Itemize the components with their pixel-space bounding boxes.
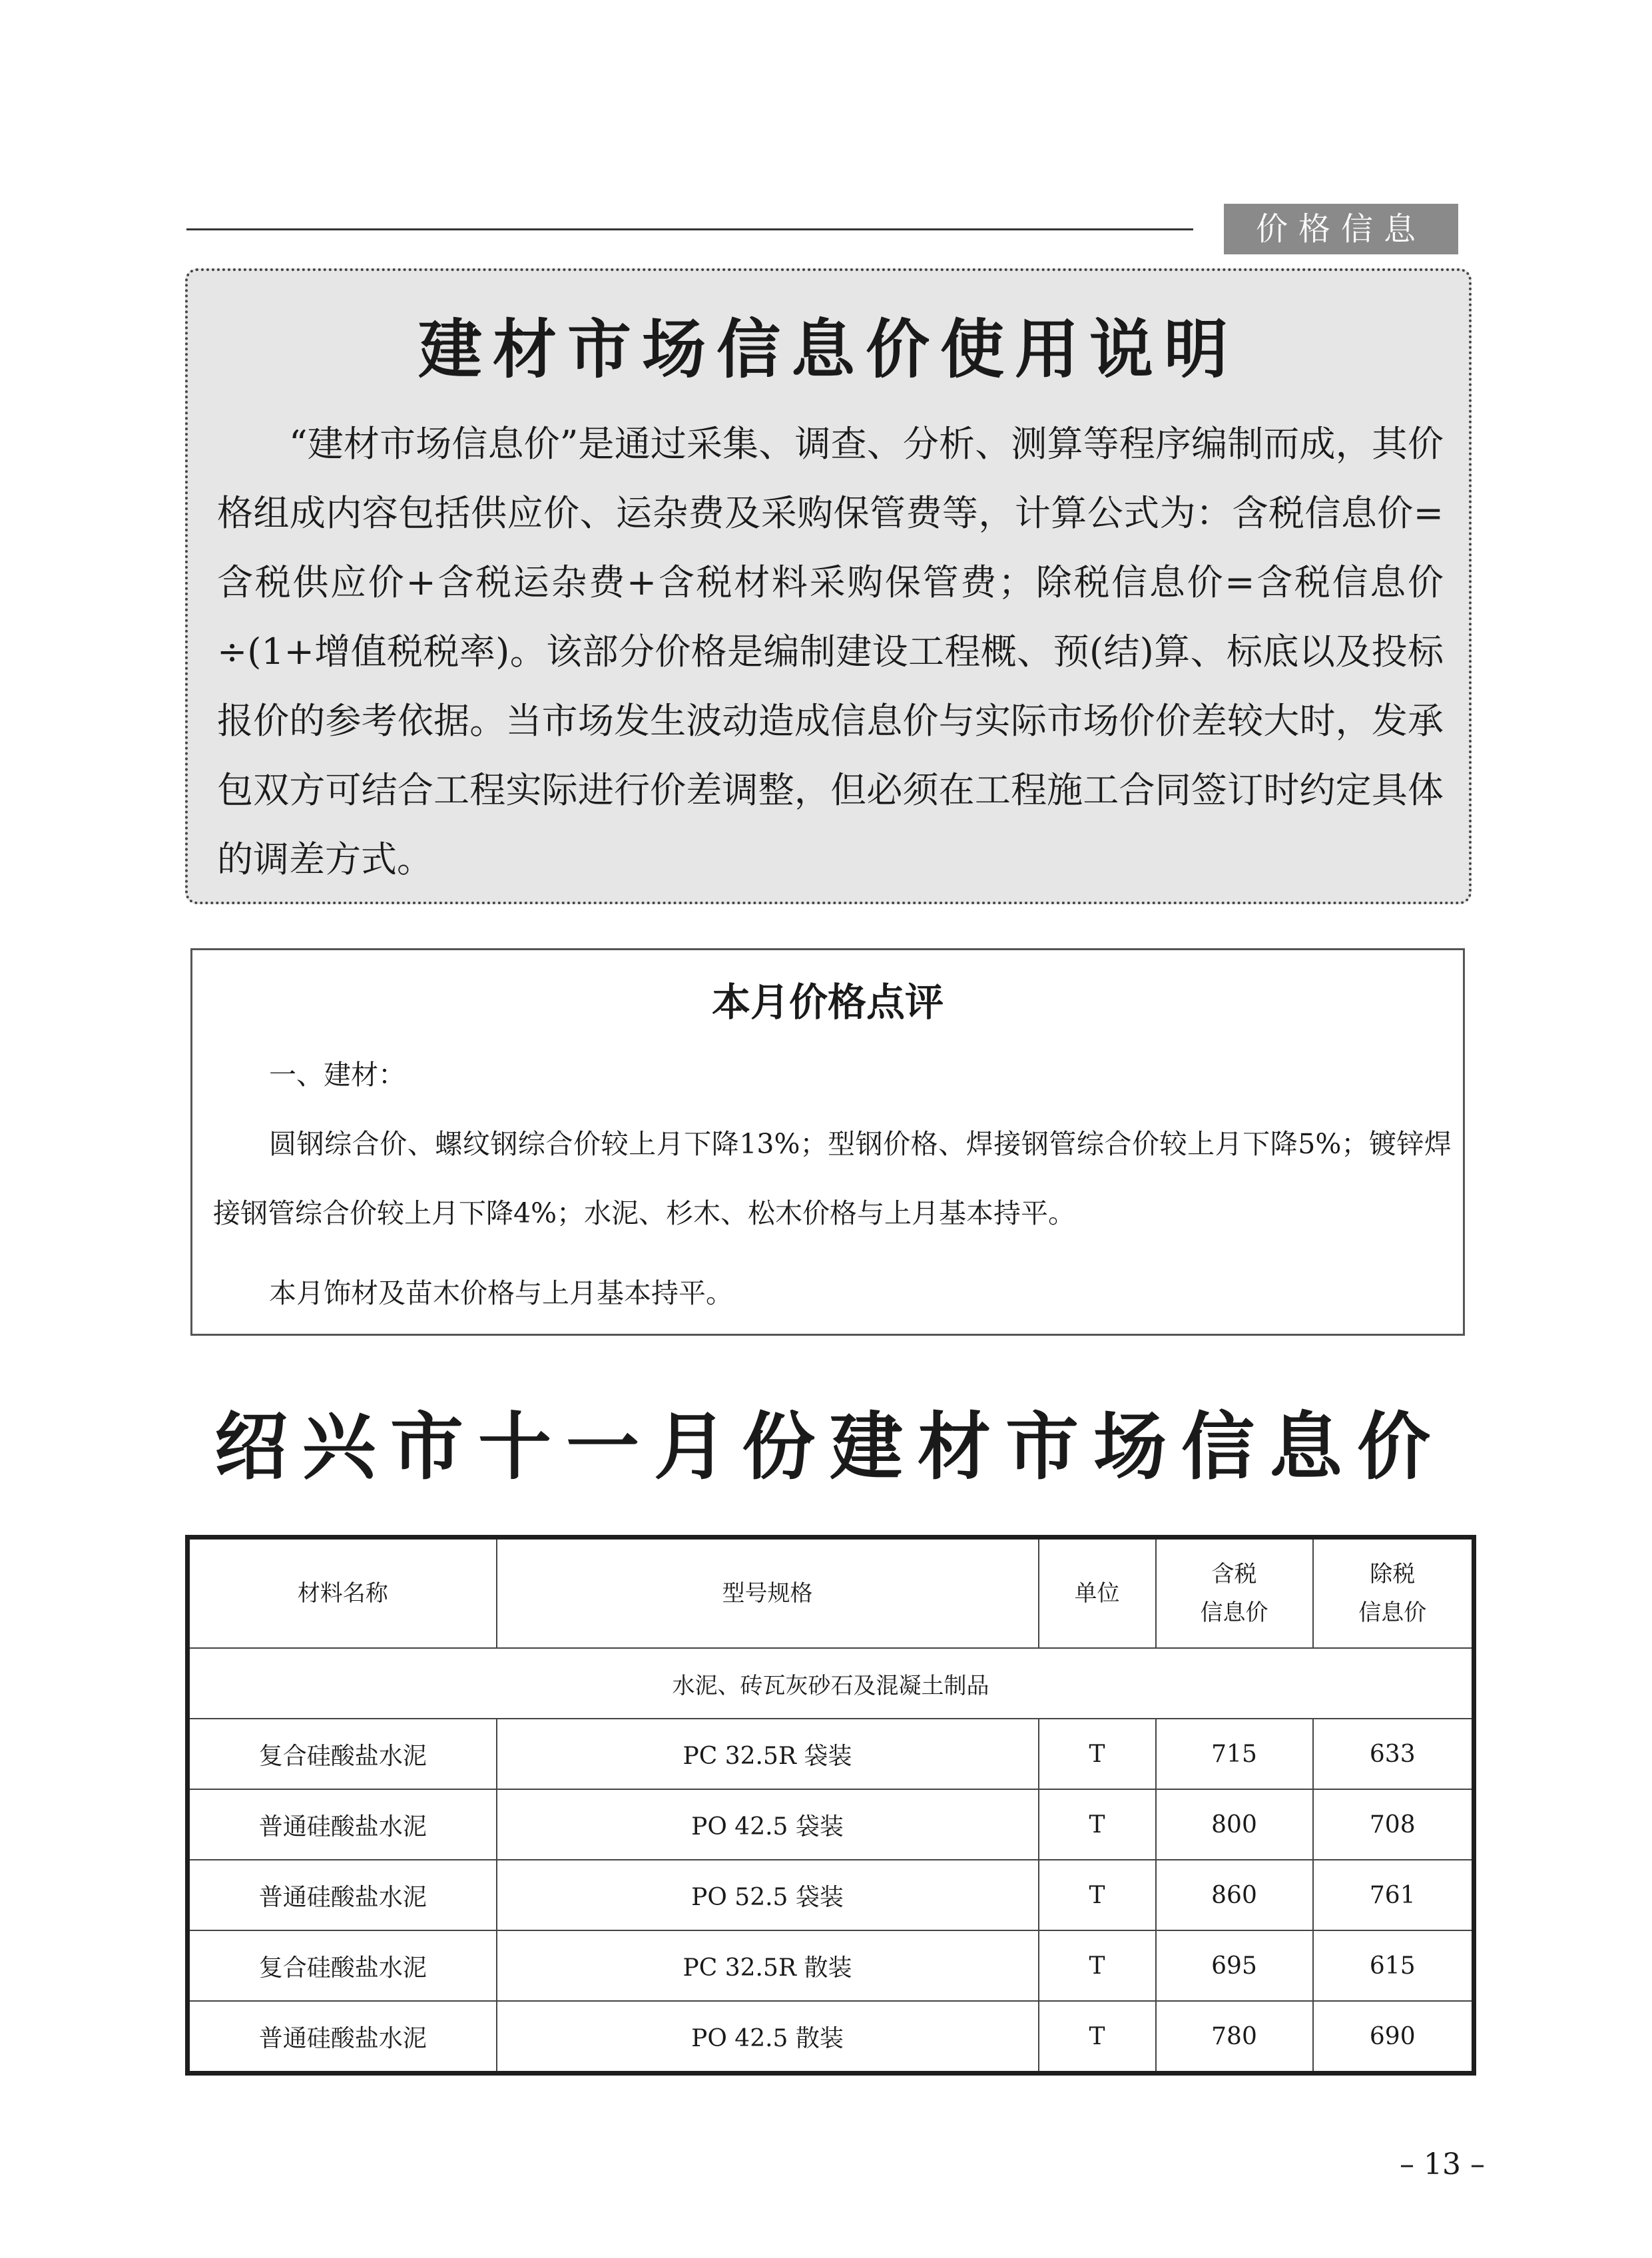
cell-spec: PO 42.5 散装 xyxy=(497,2001,1039,2074)
table-row xyxy=(188,1930,1474,2001)
cell-tax-exclusive: 761 xyxy=(1313,1860,1474,1930)
cell-spec: PC 32.5R 散装 xyxy=(497,1930,1039,2001)
header-rule xyxy=(186,228,1193,230)
cell-name: 普通硅酸盐水泥 xyxy=(188,1860,497,1930)
cell-unit: T xyxy=(1039,1930,1156,2001)
monthly-review-title: 本月价格点评 xyxy=(711,980,944,1025)
price-list-title: 绍兴市十一月份建材市场信息价 xyxy=(214,1404,1445,1490)
cell-spec: PO 42.5 袋装 xyxy=(497,1789,1039,1860)
cell-name: 普通硅酸盐水泥 xyxy=(188,2001,497,2074)
table-header-row xyxy=(188,1538,1474,1649)
cell-name: 普通硅酸盐水泥 xyxy=(188,1789,497,1860)
cell-tax-exclusive: 615 xyxy=(1313,1930,1474,2001)
section-tag: 价格信息 xyxy=(1224,204,1458,254)
column-header-tax-inclusive: 含税 信息价 xyxy=(1156,1538,1313,1649)
cell-unit: T xyxy=(1039,2001,1156,2074)
review-section-heading: 一、建材： xyxy=(269,1059,406,1091)
cell-tax-exclusive: 708 xyxy=(1313,1789,1474,1860)
column-header-spec: 型号规格 xyxy=(497,1538,1039,1649)
review-paragraph: 圆钢综合价、螺纹钢综合价较上月下降13%；型钢价格、焊接钢管综合价较上月下降5%；镀锌焊接钢管综合价较上月下降4%；水泥、杉木、松木价格与上月基本持平。 xyxy=(213,1128,1452,1229)
usage-notice-body: “建材市场信息价”是通过采集、调查、分析、测算等程序编制而成，其价格组成内容包括供应价、运杂费及采购保管费等，计算公式为：含税信息价=含税供应价+含税运杂费+含税材料采购保管费；除税信息价=含税信息价÷(1+增值税税率)。该部分价格是编制建设工程概、预(结)算、标底以及投标报价的参考依据。当市场发生波动造成信息价与实际市场价价差较大时，发承包双方可结合工程实际进行价差调整，但必须在工程施工合同签订时约定具体的调差方式。 xyxy=(217,423,1444,880)
page-number: – 13 – xyxy=(1400,2147,1485,2181)
review-paragraph: 本月饰材及苗木价格与上月基本持平。 xyxy=(269,1277,733,1309)
cell-tax-exclusive: 690 xyxy=(1313,2001,1474,2074)
column-header-tax-exclusive: 除税 信息价 xyxy=(1313,1538,1474,1649)
cell-unit: T xyxy=(1039,1719,1156,1789)
cell-tax-inclusive: 715 xyxy=(1156,1719,1313,1789)
table-group-row xyxy=(188,1648,1474,1719)
cell-name: 复合硅酸盐水泥 xyxy=(188,1719,497,1789)
cell-unit: T xyxy=(1039,1860,1156,1930)
cell-tax-inclusive: 695 xyxy=(1156,1930,1313,2001)
table-row xyxy=(188,1860,1474,1930)
column-header-name: 材料名称 xyxy=(188,1538,497,1649)
usage-notice-title: 建材市场信息价使用说明 xyxy=(418,312,1239,387)
column-header-unit: 单位 xyxy=(1039,1538,1156,1649)
table-row xyxy=(188,1719,1474,1789)
cell-spec: PO 52.5 袋装 xyxy=(497,1860,1039,1930)
cell-tax-inclusive: 800 xyxy=(1156,1789,1313,1860)
cell-tax-inclusive: 860 xyxy=(1156,1860,1313,1930)
cell-name: 复合硅酸盐水泥 xyxy=(188,1930,497,2001)
table-row xyxy=(188,2001,1474,2074)
cell-unit: T xyxy=(1039,1789,1156,1860)
cell-spec: PC 32.5R 袋装 xyxy=(497,1719,1039,1789)
group-label: 水泥、砖瓦灰砂石及混凝土制品 xyxy=(188,1648,1474,1719)
price-table xyxy=(185,1535,1476,2076)
cell-tax-inclusive: 780 xyxy=(1156,2001,1313,2074)
table-row xyxy=(188,1789,1474,1860)
cell-tax-exclusive: 633 xyxy=(1313,1719,1474,1789)
